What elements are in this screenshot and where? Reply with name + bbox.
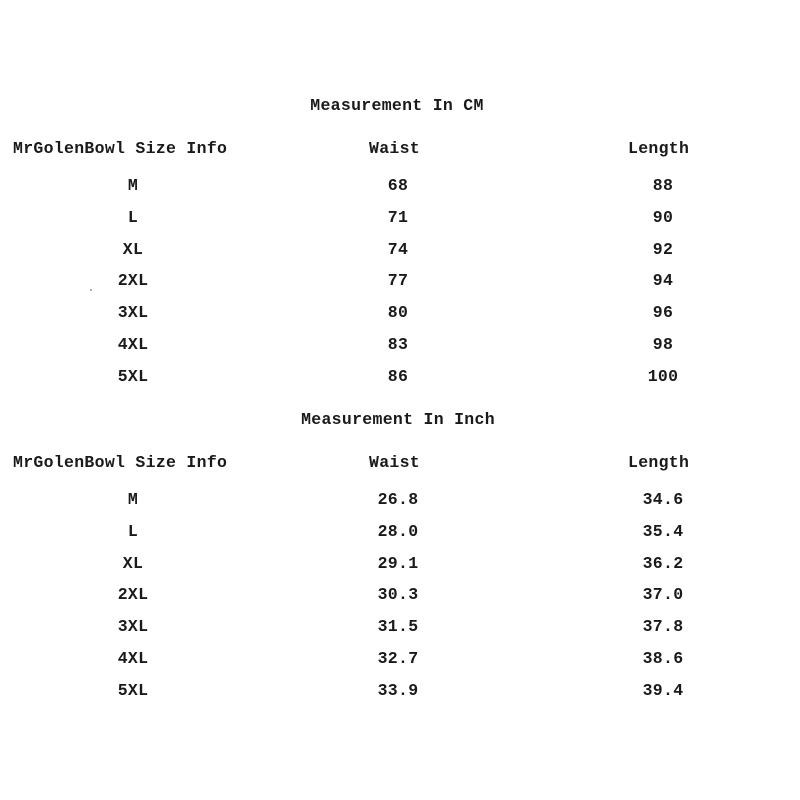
waist-cell: 28.0	[377, 521, 419, 541]
table-row	[0, 647, 800, 679]
length-cell: 34.6	[642, 490, 684, 509]
length-cell: 96	[652, 303, 674, 323]
waist-cell: 74	[387, 239, 409, 259]
waist-cell: 68	[387, 176, 409, 195]
table-row	[0, 269, 800, 301]
waist-cell: 30.3	[377, 585, 419, 605]
length-cell: 38.6	[642, 648, 684, 668]
size-cell: 2XL	[117, 585, 149, 605]
table-row	[0, 615, 800, 647]
waist-cell: 32.7	[377, 648, 419, 668]
table-row	[0, 174, 800, 206]
size-cell: 4XL	[117, 334, 149, 354]
size-cell: 5XL	[117, 366, 149, 386]
length-cell: 92	[652, 239, 674, 259]
size-cell: 3XL	[117, 617, 149, 637]
waist-cell: 86	[387, 366, 409, 386]
length-cell: 94	[652, 271, 674, 291]
size-cell: XL	[122, 239, 144, 259]
waist-cell: 83	[387, 334, 409, 354]
inch-header-row	[0, 451, 800, 475]
size-cell: XL	[122, 553, 144, 573]
waist-cell: 77	[387, 271, 409, 291]
length-cell: 35.4	[642, 521, 684, 541]
size-cell: M	[127, 176, 139, 195]
length-cell: 37.8	[642, 617, 684, 637]
inch-waist-header: Waist	[369, 453, 421, 472]
table-row	[0, 206, 800, 238]
length-cell: 98	[652, 334, 674, 354]
size-cell: L	[127, 521, 139, 541]
size-cell: 5XL	[117, 680, 149, 700]
waist-cell: 29.1	[377, 553, 419, 573]
length-cell: 36.2	[642, 553, 684, 573]
table-row	[0, 552, 800, 584]
waist-cell: 80	[387, 303, 409, 323]
size-cell: L	[127, 207, 139, 227]
table-row	[0, 583, 800, 615]
size-cell: 2XL	[117, 271, 149, 291]
table-row	[0, 679, 800, 711]
length-cell: 90	[652, 207, 674, 227]
waist-cell: 26.8	[377, 490, 419, 509]
table-row	[0, 301, 800, 333]
cm-header-row	[0, 137, 800, 161]
table-row	[0, 333, 800, 365]
inch-table-body	[0, 488, 800, 711]
size-cell: 3XL	[117, 303, 149, 323]
table-row	[0, 238, 800, 270]
size-cell: M	[127, 490, 139, 509]
table-row	[0, 365, 800, 397]
cm-length-header: Length	[628, 139, 690, 158]
table-row	[0, 520, 800, 552]
cm-size-header: MrGolenBowl Size Info	[13, 139, 228, 158]
waist-cell: 33.9	[377, 680, 419, 700]
cm-table-body	[0, 174, 800, 397]
cm-section-title: Measurement In CM	[310, 96, 484, 115]
table-row	[0, 488, 800, 520]
size-cell: 4XL	[117, 648, 149, 668]
length-cell: 37.0	[642, 585, 684, 605]
length-cell: 88	[652, 176, 674, 195]
inch-size-header: MrGolenBowl Size Info	[13, 453, 228, 472]
length-cell: 39.4	[642, 680, 684, 700]
waist-cell: 31.5	[377, 617, 419, 637]
cm-waist-header: Waist	[369, 139, 421, 158]
inch-length-header: Length	[628, 453, 690, 472]
inch-section-title: Measurement In Inch	[301, 410, 495, 429]
waist-cell: 71	[387, 207, 409, 227]
length-cell: 100	[647, 366, 679, 386]
